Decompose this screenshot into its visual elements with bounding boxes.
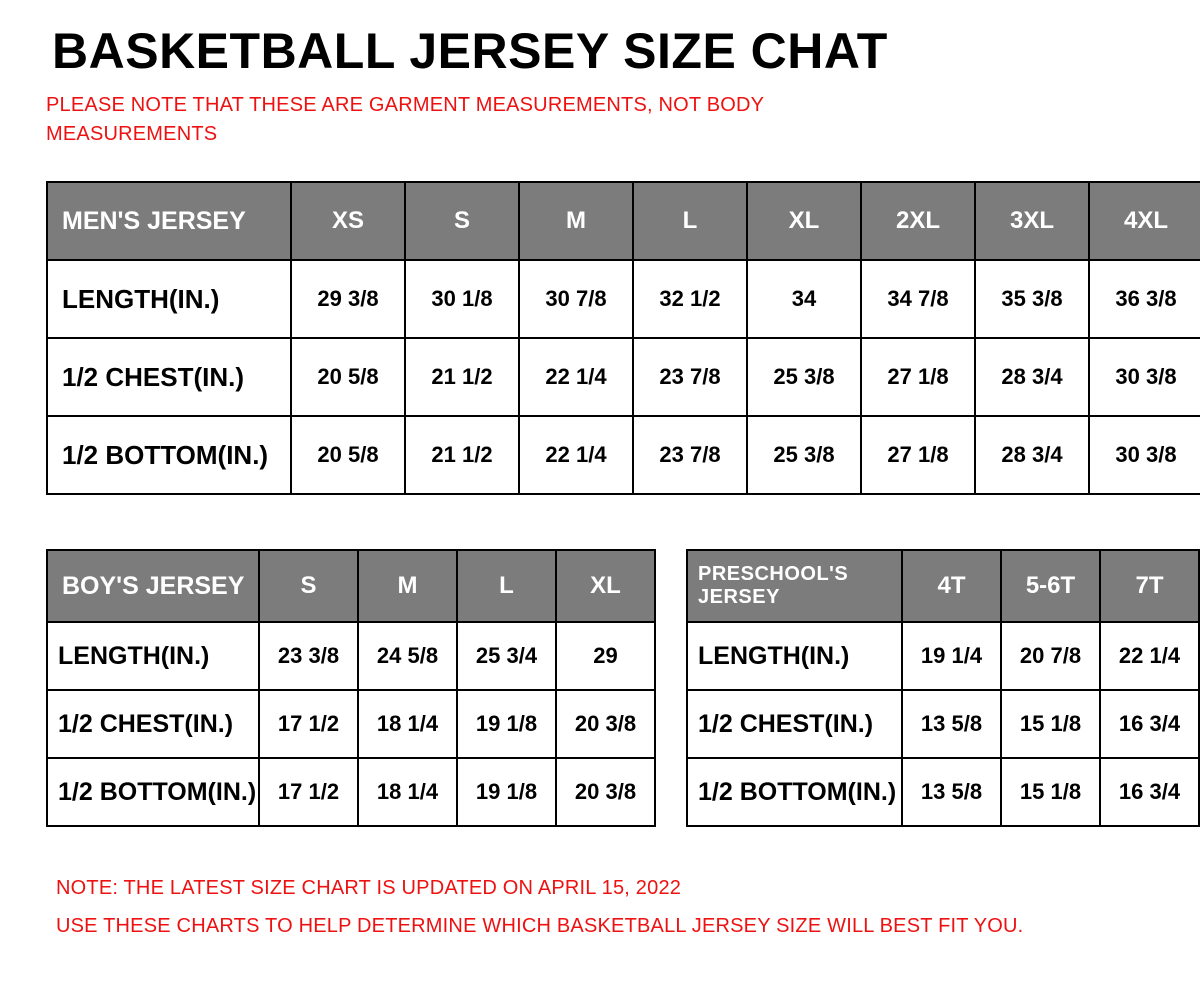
measurement-cell: 30 3/8 (1089, 338, 1200, 416)
table-header-label: MEN'S JERSEY (47, 182, 291, 260)
table-row (47, 622, 655, 690)
table-header-size: XL (556, 550, 655, 622)
measurement-cell: 20 5/8 (291, 338, 405, 416)
measurement-cell: 22 1/4 (1100, 622, 1199, 690)
measurement-cell: 22 1/4 (519, 416, 633, 494)
row-label: 1/2 CHEST(IN.) (687, 690, 902, 758)
measurement-cell: 28 3/4 (975, 416, 1089, 494)
measurement-cell: 16 3/4 (1100, 758, 1199, 826)
row-label: 1/2 CHEST(IN.) (47, 338, 291, 416)
measurement-cell: 30 1/8 (405, 260, 519, 338)
table-row (47, 416, 1200, 494)
table-header-size: L (457, 550, 556, 622)
measurement-cell: 30 7/8 (519, 260, 633, 338)
table-header-row (687, 550, 1199, 622)
measurement-cell: 15 1/8 (1001, 758, 1100, 826)
measurement-cell: 25 3/4 (457, 622, 556, 690)
table-header-row (47, 550, 655, 622)
row-label: 1/2 BOTTOM(IN.) (687, 758, 902, 826)
measurement-cell: 28 3/4 (975, 338, 1089, 416)
measurement-cell: 29 3/8 (291, 260, 405, 338)
table-header-size: S (259, 550, 358, 622)
measurement-cell: 18 1/4 (358, 690, 457, 758)
table-row (687, 758, 1199, 826)
table-header-size: 2XL (861, 182, 975, 260)
measurement-cell: 20 3/8 (556, 690, 655, 758)
table-header-label: PRESCHOOL'S JERSEY (687, 550, 902, 622)
table-header-size: 4XL (1089, 182, 1200, 260)
table-header-size: 3XL (975, 182, 1089, 260)
table-row (687, 622, 1199, 690)
mens-table-body (47, 182, 1200, 494)
table-row (687, 690, 1199, 758)
measurement-cell: 23 3/8 (259, 622, 358, 690)
mens-jersey-size-table (46, 181, 1200, 495)
measurement-cell: 21 1/2 (405, 338, 519, 416)
measurement-cell: 25 3/8 (747, 416, 861, 494)
measurement-cell: 36 3/8 (1089, 260, 1200, 338)
measurement-cell: 32 1/2 (633, 260, 747, 338)
measurement-cell: 13 5/8 (902, 690, 1001, 758)
measurement-cell: 24 5/8 (358, 622, 457, 690)
measurement-cell: 27 1/8 (861, 416, 975, 494)
measurement-cell: 19 1/8 (457, 690, 556, 758)
measurement-cell: 20 5/8 (291, 416, 405, 494)
measurement-cell: 13 5/8 (902, 758, 1001, 826)
measurement-cell: 35 3/8 (975, 260, 1089, 338)
table-header-size: 7T (1100, 550, 1199, 622)
measurement-cell: 18 1/4 (358, 758, 457, 826)
measurement-cell: 25 3/8 (747, 338, 861, 416)
row-label: LENGTH(IN.) (47, 260, 291, 338)
table-header-row (47, 182, 1200, 260)
measurement-cell: 19 1/4 (902, 622, 1001, 690)
row-label: 1/2 BOTTOM(IN.) (47, 758, 259, 826)
table-row (47, 260, 1200, 338)
row-label: 1/2 CHEST(IN.) (47, 690, 259, 758)
page-title: BASKETBALL JERSEY SIZE CHAT (52, 23, 888, 79)
measurement-cell: 21 1/2 (405, 416, 519, 494)
preschool-table-body (687, 550, 1199, 826)
table-header-size: S (405, 182, 519, 260)
bottom-note-1: NOTE: THE LATEST SIZE CHART IS UPDATED ON APRIL 15, 2022 (56, 877, 682, 899)
measurement-cell: 23 7/8 (633, 338, 747, 416)
measurement-cell: 19 1/8 (457, 758, 556, 826)
table-header-size: M (519, 182, 633, 260)
measurement-cell: 20 3/8 (556, 758, 655, 826)
measurement-cell: 27 1/8 (861, 338, 975, 416)
measurement-cell: 20 7/8 (1001, 622, 1100, 690)
measurement-cell: 30 3/8 (1089, 416, 1200, 494)
table-header-size: XS (291, 182, 405, 260)
measurement-cell: 17 1/2 (259, 690, 358, 758)
lower-tables (46, 549, 1181, 827)
measurement-cell: 34 7/8 (861, 260, 975, 338)
table-row (47, 338, 1200, 416)
measurement-cell: 15 1/8 (1001, 690, 1100, 758)
table-row (47, 690, 655, 758)
measurement-cell: 17 1/2 (259, 758, 358, 826)
measurement-cell: 34 (747, 260, 861, 338)
top-note: PLEASE NOTE THAT THESE ARE GARMENT MEASUREMENTS, NOT BODY MEASUREMENTS (46, 94, 764, 145)
table-header-label: BOY'S JERSEY (47, 550, 259, 622)
measurement-cell: 23 7/8 (633, 416, 747, 494)
table-header-size: 4T (902, 550, 1001, 622)
measurement-cell: 29 (556, 622, 655, 690)
row-label: 1/2 BOTTOM(IN.) (47, 416, 291, 494)
table-header-size: M (358, 550, 457, 622)
row-label: LENGTH(IN.) (687, 622, 902, 690)
measurement-cell: 22 1/4 (519, 338, 633, 416)
table-header-size: XL (747, 182, 861, 260)
bottom-note-2: USE THESE CHARTS TO HELP DETERMINE WHICH BASKETBALL JERSEY SIZE WILL BEST FIT YOU. (56, 915, 1024, 937)
table-header-size: 5-6T (1001, 550, 1100, 622)
measurement-cell: 16 3/4 (1100, 690, 1199, 758)
table-header-size: L (633, 182, 747, 260)
row-label: LENGTH(IN.) (47, 622, 259, 690)
table-row (47, 758, 655, 826)
boys-table-body (47, 550, 655, 826)
bottom-notes (56, 869, 1176, 945)
boys-jersey-size-table (46, 549, 656, 827)
preschool-jersey-size-table (686, 549, 1200, 827)
